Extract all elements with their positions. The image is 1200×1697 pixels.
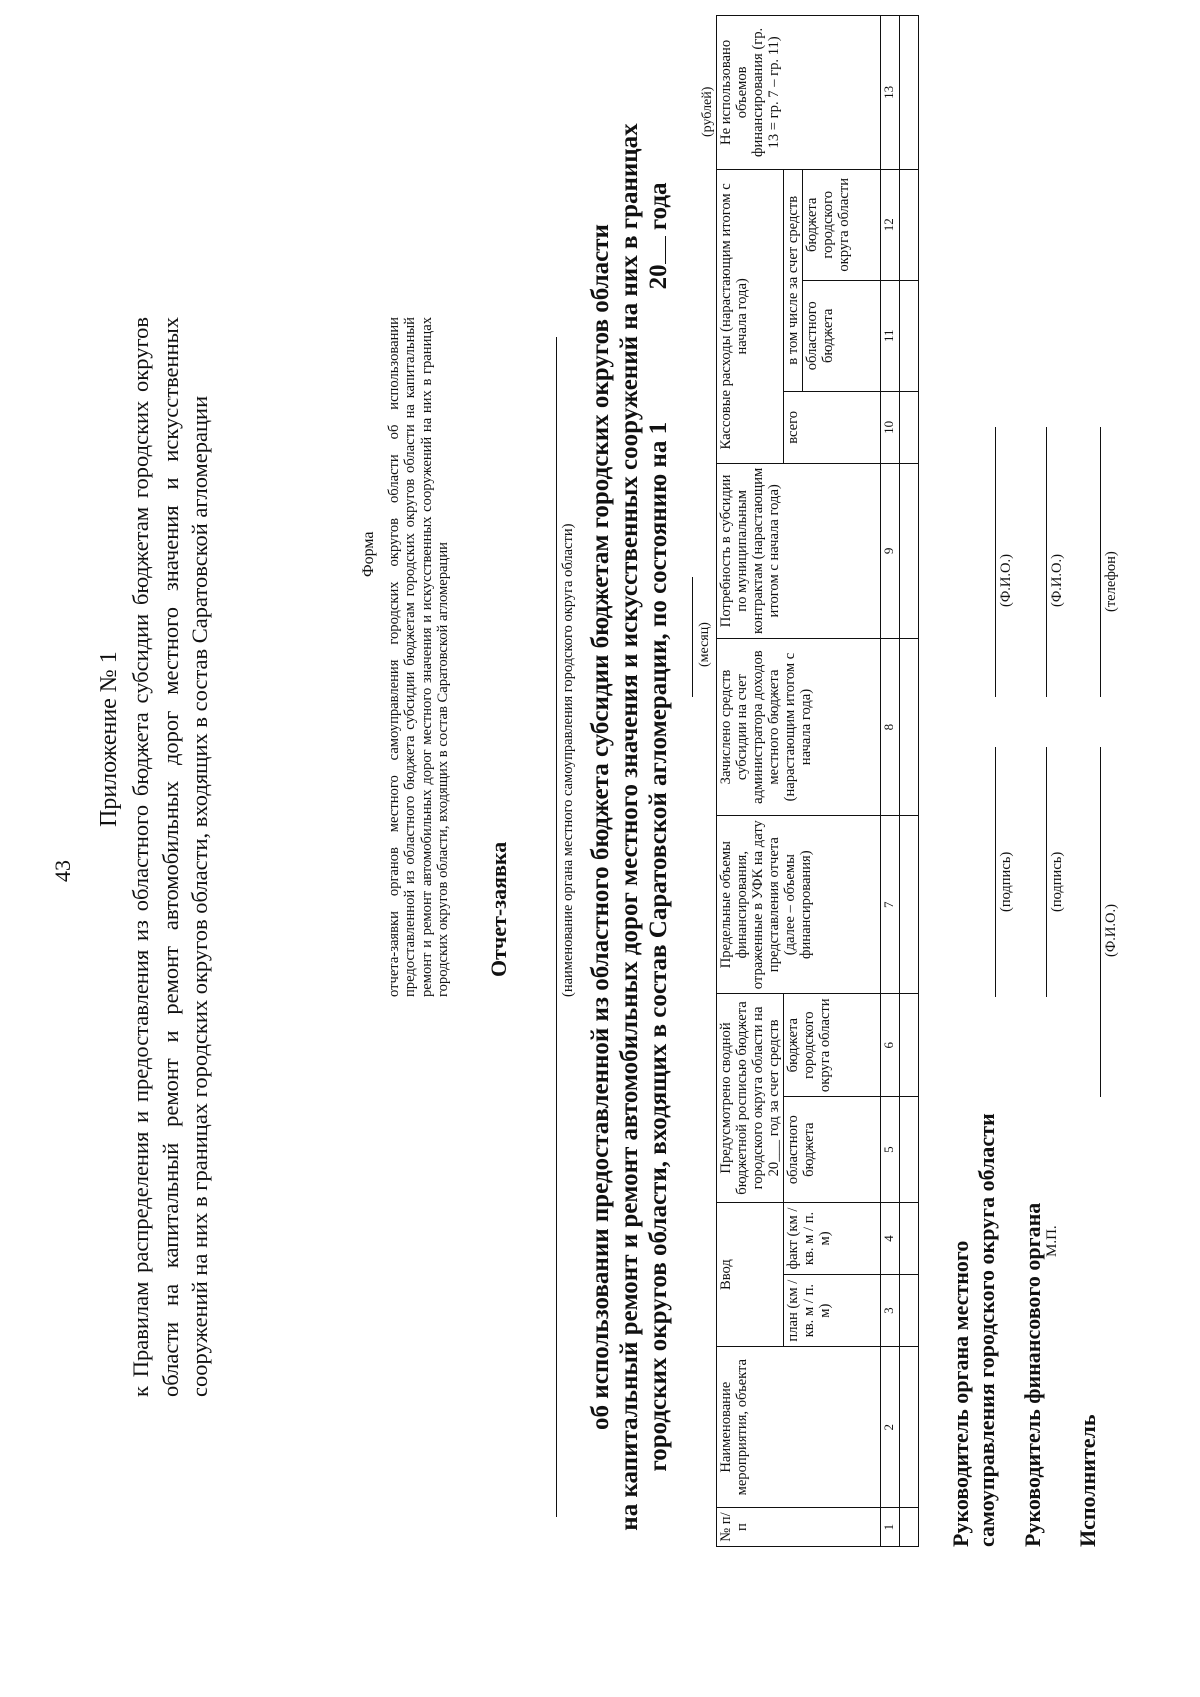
exec-phone-caption: (телефон) <box>1103 551 1119 612</box>
col-budget-header: Предусмотрено сводной бюджетной росписью бюджета городского округа области на 20___ год за счет средств <box>717 993 784 1202</box>
report-heading-line-3 <box>644 87 673 1567</box>
exec-fio-line <box>1100 747 1101 1097</box>
appendix-title: Приложение № 1 <box>96 651 122 827</box>
col-credited-header: Зачислено средств субсидии на счет администратора доходов местного бюджета (нарастающим итогом с начала года) <box>717 638 881 816</box>
col-cash-reg-header: областного бюджета <box>803 280 881 391</box>
fin-signature-caption: (подпись) <box>1049 851 1065 912</box>
column-number: 9 <box>881 463 900 638</box>
column-number: 12 <box>881 169 900 280</box>
exec-fio-caption: (Ф.И.О.) <box>1103 904 1119 957</box>
org-name-line <box>556 337 557 1517</box>
col-cash-header: Кассовые расходы (нарастающим итогом с начала года) <box>717 169 784 463</box>
head-label-line-1: Руководитель органа местного <box>948 1240 973 1547</box>
column-number: 13 <box>881 16 900 170</box>
column-number: 6 <box>881 993 900 1096</box>
fin-signature-line <box>1046 747 1047 997</box>
head-signature-caption: (подпись) <box>998 851 1014 912</box>
report-heading-year-end: года <box>645 182 672 231</box>
column-number: 5 <box>881 1097 900 1202</box>
column-number: 2 <box>881 1347 900 1508</box>
column-number-row <box>881 16 900 1547</box>
page-number: 43 <box>50 860 75 882</box>
report-heading-line-1: об использовании предоставленной из областного бюджета субсидии бюджетам городских округов области <box>587 224 614 1430</box>
month-line <box>692 577 693 697</box>
column-number: 3 <box>881 1275 900 1347</box>
report-heading-line-2: на капитальный ремонт и ремонт автомобильных дорог местного значения и искусственных сооружений на них в границах <box>616 123 643 1531</box>
fin-fio-line <box>1046 427 1047 697</box>
exec-label: Исполнитель <box>1075 1414 1100 1547</box>
col-need-header: Потребность в субсидии по муниципальным контрактам (нарастающим итогом с начала года) <box>717 463 881 638</box>
head-label-line-2: самоуправления городского округа области <box>974 1113 999 1547</box>
column-number: 11 <box>881 280 900 391</box>
report-heading <box>586 87 673 1567</box>
col-limits-header: Предельные объемы финансирования, отраженные в УФК на дату представления отчета (далее – объемы финансирования) <box>717 816 881 994</box>
report-heading-line-3-text: городских округов области, входящих в состав Саратовской агломерации, по состоянию на 1 <box>645 421 672 1472</box>
col-cash-incl-header: в том числе за счет средств <box>784 169 803 391</box>
form-description: отчета-заявки органов местного самоуправления городских округов области об использовании предоставленной из областного бюджета субсидии бюджетам городских округов области на капитальный ремонт и ремонт автомобильных дорог местного значения и искусственных сооружений на них в границах городских округов области, входящих в состав Саратовской агломерации <box>386 317 452 997</box>
col-plan-header: план (км / кв. м / п. м) <box>784 1275 881 1347</box>
col-no-header: № п/п <box>717 1508 881 1547</box>
col-fact-header: факт (км / кв. м / п. м) <box>784 1202 881 1274</box>
col-input-header: Ввод <box>717 1202 784 1346</box>
stamp-place: М.П. <box>1044 1225 1060 1257</box>
appendix-text: к Правилам распределения и предоставления из областного бюджета субсидии бюджетам городских округов области на капитальный ремонт и ремонт автомобильных дорог местного значения и искусственных сооружений на них в границах городских округов области, входящих в состав Саратовской агломерации <box>128 317 212 1397</box>
column-number: 7 <box>881 816 900 994</box>
month-caption: (месяц) <box>697 622 712 667</box>
column-number: 10 <box>881 391 900 463</box>
head-fio-line <box>995 427 996 697</box>
col-budget-reg-header: областного бюджета <box>784 1097 881 1202</box>
form-label: Форма <box>360 531 377 577</box>
col-budget-city-header: бюджета городского округа области <box>784 993 881 1096</box>
col-cash-total-header: всего <box>784 391 881 463</box>
report-heading-year: 20 <box>645 264 672 290</box>
report-title: Отчет-заявка <box>486 841 511 977</box>
table-row <box>900 16 919 1547</box>
col-name-header: Наименование мероприятия, объекта <box>717 1347 881 1508</box>
report-table <box>716 15 919 1547</box>
column-number: 4 <box>881 1202 900 1274</box>
head-signature-line <box>995 747 996 997</box>
exec-phone-line <box>1100 427 1101 697</box>
units-caption: (рублей) <box>700 86 715 137</box>
col-unused-header: Не использовано объемов финансирования (гр. 13 = гр. 7 – гр. 11) <box>717 16 881 170</box>
column-number: 8 <box>881 638 900 816</box>
column-number: 1 <box>881 1508 900 1547</box>
org-name-caption: (наименование органа местного самоуправления городского округа области) <box>560 523 576 997</box>
head-label <box>948 1113 1000 1547</box>
col-cash-city-header: бюджета городского округа области <box>803 169 881 280</box>
head-fio-caption: (Ф.И.О.) <box>998 554 1014 607</box>
fin-label: Руководитель финансового органа <box>1020 1202 1045 1547</box>
fin-fio-caption: (Ф.И.О.) <box>1049 554 1065 607</box>
